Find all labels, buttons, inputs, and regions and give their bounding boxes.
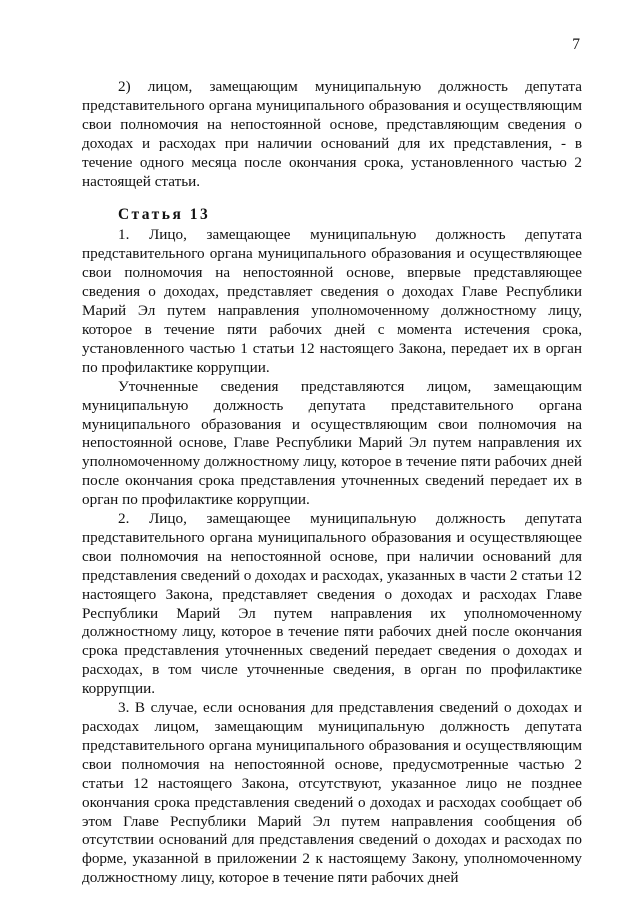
- article-heading: Статья 13: [118, 206, 211, 224]
- document-body: [82, 78, 582, 888]
- paragraph-2: Уточненные сведения представляются лицом, замещающим муниципальную должность депутата представительного органа муниципального образования и осуществляющим свои полномочия на непостоянной основе, Главе Республики Марий Эл путем направления их уполномоченному должностному лицу, которое в течение пяти рабочих дней после окончания срока представления уточненных сведений передает их в орган по профилактике коррупции.: [82, 377, 582, 509]
- intro-paragraph: 2) лицом, замещающим муниципальную должность депутата представительного органа муниципального образования и осуществляющим свои полномочия на непостоянной основе, представляющим сведения о доходах и расходах при наличии оснований для их представления, - в течение одного месяца после окончания срока, установленного частью 2 настоящей статьи.: [82, 78, 582, 190]
- page-number: 7: [572, 36, 580, 53]
- paragraph-1: 1. Лицо, замещающее муниципальную должность депутата представительного органа муниципального образования и осуществляющее свои полномочия на непостоянной основе, впервые представляющее сведения о доходах, представляет сведения о доходах Главе Республики Марий Эл путем направления уполномоченному должностному лицу, которое в течение пяти рабочих дней с момента истечения срока, установленного частью 1 статьи 12 настоящего Закона, передает их в орган по профилактике коррупции.: [82, 226, 582, 376]
- paragraph-3: 2. Лицо, замещающее муниципальную должность депутата представительного органа муниципального образования и осуществляющее свои полномочия на непостоянной основе, при наличии оснований для представления сведений о доходах и расходах, указанных в части 2 статьи 12 настоящего Закона, представляет сведения о доходах и расходах Главе Республики Марий Эл путем направления их уполномоченному должностному лицу, которое в течение пяти рабочих дней после окончания срока представления уточненных сведений передает сведения о доходах и расходах, в том числе уточненные сведения, в орган по профилактике коррупции.: [82, 510, 582, 698]
- paragraph-4: 3. В случае, если основания для представления сведений о доходах и расходах лицом, замещающим муниципальную должность депутата представительного органа муниципального образования и осуществляющим свои полномочия на непостоянной основе, предусмотренные частью 2 статьи 12 настоящего Закона, отсутствуют, указанное лицо не позднее окончания срока представления сведений о доходах и расходах сообщает об этом Главе Республики Марий Эл путем направления сообщения об отсутствии оснований для представления сведений о доходах и расходах по форме, указанной в приложении 2 к настоящему Закону, уполномоченному должностному лицу, которое в течение пяти рабочих дней: [82, 699, 582, 887]
